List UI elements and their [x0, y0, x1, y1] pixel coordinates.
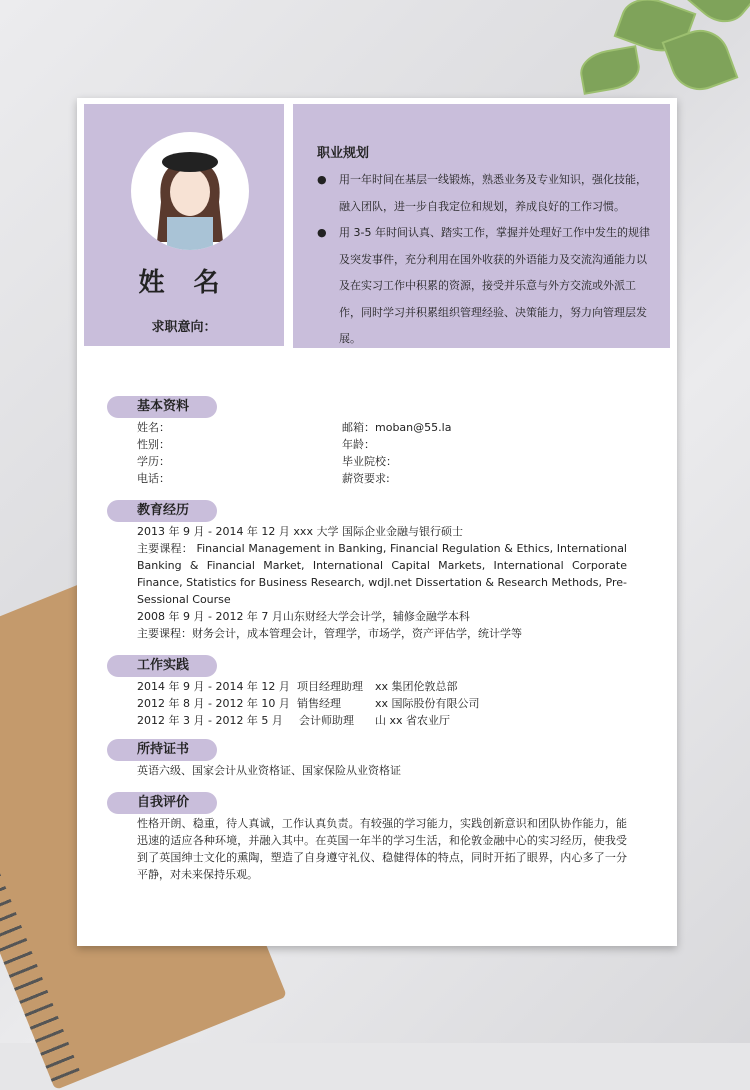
field-phone: 电话：: [137, 472, 170, 485]
plan-item: ● 用一年时间在基层一线锻炼，熟悉业务及专业知识，强化技能，融入团队，进一步自我定位和规划，养成良好的工作习惯。: [317, 167, 650, 220]
section-title: 自我评价: [107, 792, 217, 814]
bullet-icon: ●: [317, 226, 327, 239]
education-entry: 2008 年 9 月 - 2012 年 7 月山东财经大学会计学，辅修金融学本科: [137, 610, 470, 623]
field-gender: 性别：: [137, 438, 170, 451]
section-title: 工作实践: [107, 655, 217, 677]
work-date: 2012 年 8 月 - 2012 年 10 月: [137, 697, 290, 710]
work-org: xx 国际股份有限公司: [375, 697, 480, 710]
work-org: xx 集团伦敦总部: [375, 680, 458, 693]
work-section: [107, 655, 627, 729]
education-section: [107, 500, 627, 642]
avatar: [131, 132, 249, 250]
work-row: [107, 678, 627, 695]
plan-item: ● 用 3-5 年时间认真、踏实工作，掌握并处理好工作中发生的规律及突发事件，充分利用在国外收获的外语能力及交流沟通能力以及在实习工作中积累的资源，接受并乐意与外方交流或外派工作，同时学习并积累组织管理经验、决策能力，努力向管理层发展。: [317, 220, 650, 353]
section-title: 教育经历: [107, 500, 217, 522]
field-age: 年龄：: [342, 438, 375, 451]
work-date: 2014 年 9 月 - 2014 年 12 月: [137, 680, 290, 693]
work-row: [107, 695, 627, 712]
education-courses: 主要课程： Financial Management in Banking, Financial Regulation & Ethics, International Banking & Financial Market, International Capital Markets, International Corporate Finance, Statistics for Business Research, wdjl.net Dissertation & Research Methods, Pre-Sessional Course: [137, 542, 627, 606]
bullet-icon: ●: [317, 173, 327, 186]
education-courses: 主要课程：财务会计，成本管理会计，管理学，市场学，资产评估学，统计学等: [137, 627, 522, 640]
basic-info-section: [107, 396, 627, 487]
self-evaluation-text: 性格开朗、稳重，待人真诚，工作认真负责。有较强的学习能力，实践创新意识和团队协作能力，能迅速的适应各种环境，并融入其中。在英国一年半的学习生活，和伦敦金融中心的实习经历，使我受到了英国绅士文化的熏陶，塑造了自身遵守礼仪、稳健得体的特点，同时开拓了眼界，内心多了一分平静，对未来保持乐观。: [137, 817, 627, 881]
certificates-section: [107, 739, 627, 779]
certificates-text: 英语六级、国家会计从业资格证、国家保险从业资格证: [137, 764, 401, 777]
work-role: 销售经理: [297, 697, 341, 710]
work-role: 项目经理助理: [297, 680, 363, 693]
self-evaluation-section: [107, 792, 627, 883]
profile-panel: [84, 104, 284, 346]
section-title: 所持证书: [107, 739, 217, 761]
field-school: 毕业院校：: [342, 455, 397, 468]
candidate-name: 姓 名: [138, 268, 230, 298]
work-org: 山 xx 省农业厅: [375, 714, 451, 727]
resume-page: [77, 98, 677, 946]
work-role: 会计师助理: [299, 714, 354, 727]
field-email: 邮箱：moban@55.la: [342, 421, 452, 434]
education-entry: 2013 年 9 月 - 2014 年 12 月 xxx 大学 国际企业金融与银行硕士: [137, 525, 463, 538]
work-date: 2012 年 3 月 - 2012 年 5 月: [137, 714, 283, 727]
field-education: 学历：: [137, 455, 170, 468]
job-intent-label: 求职意向：: [151, 320, 217, 335]
field-salary: 薪资要求:: [342, 472, 390, 485]
career-plan-title: 职业规划: [317, 146, 370, 161]
field-name: 姓名：: [137, 421, 170, 434]
section-title: 基本资料: [107, 396, 217, 418]
work-row: [107, 712, 627, 729]
career-plan-panel: [293, 104, 670, 348]
